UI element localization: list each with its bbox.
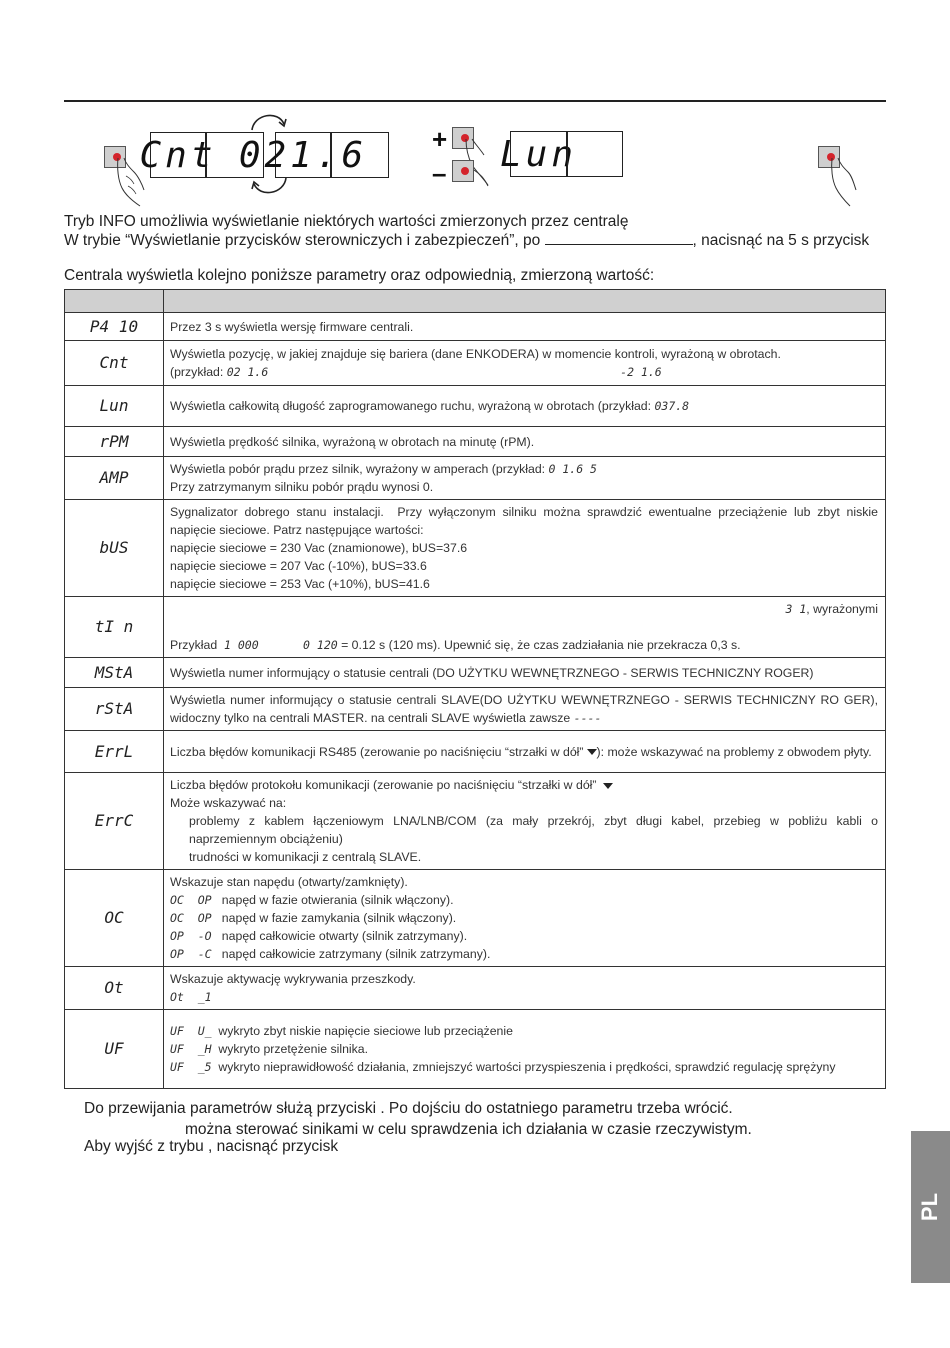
parameter-description	[164, 870, 886, 967]
lcd-digit-box	[331, 132, 389, 178]
description-text: Wyświetla prędkość silnika, wyrażoną w obrotach na minutę (rPM).	[170, 434, 535, 449]
description-line	[170, 575, 878, 593]
description-text: trudności w komunikacji z centralą SLAVE.	[189, 850, 422, 864]
parameter-code: rPM	[65, 427, 164, 457]
description-text: Przykład	[170, 638, 224, 652]
description-line	[170, 743, 878, 761]
description-text: napięcie sieciowe = 230 Vac (znamionowe), bUS=37.6	[170, 541, 468, 555]
table-row	[65, 1010, 886, 1089]
description-line	[170, 812, 882, 848]
parameter-description	[164, 341, 886, 386]
parameter-code: P4 10	[65, 313, 164, 341]
display-value: 0 120	[303, 638, 338, 652]
description-text: Wyświetla pobór prądu przez silnik, wyrażony w amperach (przykład:	[170, 462, 549, 476]
description-text: ): może wskazywać na problemy z obwodem płyty.	[596, 744, 872, 759]
intro-line-2: W trybie “Wyświetlanie przycisków sterowniczych i zabezpieczeń”, po , nacisnąć na 5 s przycisk	[64, 232, 870, 249]
description-text: napięcie sieciowe = 207 Vac (-10%), bUS=33.6	[170, 559, 427, 573]
plus-sign: +	[432, 124, 448, 154]
display-value: UF _5	[170, 1060, 212, 1074]
table-row	[65, 773, 886, 870]
table-row	[65, 500, 886, 597]
description-line	[170, 909, 878, 927]
description-text: Wyświetla pozycję, w jakiej znajduje się bariera (dane ENKODERA) w momencie kontroli, wyrażoną w obrotach.	[170, 347, 781, 361]
table-row	[65, 688, 886, 731]
display-value: Ot _1	[170, 990, 212, 1004]
display-value: 1 000	[224, 638, 259, 652]
minus-sign: –	[432, 158, 447, 188]
description-text: Liczba błędów komunikacji RS485 (zerowanie po naciśnięciu “strzałki w dół”	[170, 744, 584, 759]
display-value: OP -C	[170, 947, 212, 961]
table-row	[65, 658, 886, 688]
footer-line-1: Do przewijania parametrów służą przyciski . Po dojściu do ostatniego parametru trzeba wrócić.	[84, 1100, 733, 1117]
table-header-cell	[164, 290, 886, 313]
display-value: OC OP	[170, 893, 212, 907]
rotate-arrow-icon	[248, 108, 288, 132]
description-line	[170, 945, 878, 963]
lcd-digit-box	[567, 131, 623, 177]
parameters-table	[64, 289, 886, 1089]
parameter-code: rStA	[65, 688, 164, 731]
lcd-digit-box: Cnt	[150, 132, 206, 178]
display-value: UF _H	[170, 1042, 212, 1056]
arrow-down-icon	[603, 783, 613, 789]
rotate-arrow-icon	[250, 176, 290, 200]
description-line	[170, 397, 878, 415]
description-line	[170, 600, 878, 618]
description-text: napęd całkowicie otwarty (silnik zatrzymany).	[211, 929, 468, 943]
description-line	[170, 636, 878, 654]
parameter-description	[164, 658, 886, 688]
footer-line-3: Aby wyjść z trybu , nacisnąć przycisk	[84, 1138, 339, 1155]
description-text: Wyświetla całkowitą długość zaprogramowanego ruchu, wyrażoną w obrotach (przykład:	[170, 399, 655, 413]
table-row	[65, 313, 886, 341]
display-value: 3 1	[785, 602, 807, 616]
footer-line-2: można sterować sinikami w celu sprawdzenia ich działania w czasie rzeczywistym.	[185, 1121, 752, 1138]
parameter-description	[164, 500, 886, 597]
display-value: -2 1.6	[620, 365, 662, 379]
description-line	[170, 927, 878, 945]
display-value: 037.8	[654, 399, 690, 413]
table-header-row	[65, 290, 886, 313]
parameter-code: bUS	[65, 500, 164, 597]
description-line	[170, 1022, 878, 1040]
description-text: , wyrażonymi	[806, 602, 878, 616]
description-line	[170, 618, 878, 636]
description-line	[170, 988, 878, 1006]
description-line	[170, 478, 878, 496]
parameter-description	[164, 773, 886, 870]
parameter-code: tI n	[65, 597, 164, 658]
description-line	[170, 539, 878, 557]
description-text: napęd w fazie otwierania (silnik włączony).	[211, 893, 454, 907]
description-line	[170, 503, 882, 539]
display-value: ----	[573, 711, 602, 725]
display-value: OP -O	[170, 929, 212, 943]
description-line	[170, 363, 878, 381]
description-text	[170, 620, 173, 634]
description-text: Przez 3 s wyświetla wersję firmware centrali.	[170, 319, 414, 334]
description-text	[268, 365, 620, 379]
description-text: Wskazuje stan napędu (otwarty/zamknięty).	[170, 875, 408, 889]
description-line	[170, 970, 878, 988]
description-text: Może wskazywać na:	[170, 796, 287, 810]
parameter-description	[164, 597, 886, 658]
language-tab: PL	[911, 1131, 950, 1283]
description-text: problemy z kablem łączeniowym LNA/LNB/COM (za mały przekrój, zbyt długi kabel, przebieg w pobliżu kabli o naprzemiennym obciążeniu)	[189, 814, 882, 846]
parameter-description	[164, 457, 886, 500]
blank-field	[545, 232, 693, 245]
parameter-code: Lun	[65, 386, 164, 427]
table-row	[65, 386, 886, 427]
parameter-description	[164, 386, 886, 427]
press-button-icon	[818, 146, 864, 208]
parameter-description	[164, 1010, 886, 1089]
table-row	[65, 870, 886, 967]
table-row	[65, 967, 886, 1010]
description-text	[259, 638, 303, 652]
parameter-code: ErrL	[65, 731, 164, 773]
lcd-digit-box: 021.6	[275, 132, 331, 178]
intro-line-3: Centrala wyświetla kolejno poniższe parametry oraz odpowiednią, zmierzoną wartość:	[64, 267, 655, 284]
description-text: wykryto przetężenie silnika.	[211, 1042, 369, 1056]
parameter-description	[164, 967, 886, 1010]
description-text: Liczba błędów protokołu komunikacji (zerowanie po naciśnięciu “strzałki w dół”	[170, 778, 600, 792]
parameter-code: UF	[65, 1010, 164, 1089]
description-line	[170, 1058, 878, 1076]
parameter-description	[164, 427, 886, 457]
description-text: Przy zatrzymanym silniku pobór prądu wynosi 0.	[170, 480, 434, 494]
table-row	[65, 597, 886, 658]
parameter-code: AMP	[65, 457, 164, 500]
description-line	[170, 460, 878, 478]
display-value: 0 1.6 5	[548, 462, 597, 476]
display-value: 02 1.6	[226, 365, 269, 379]
table-row	[65, 427, 886, 457]
description-text: wykryto nieprawidłowość działania, zmniejszyć wartości przyspieszenia i prędkości, sprawdzić regulację sprężyny	[211, 1060, 836, 1074]
description-text: wykryto zbyt niskie napięcie sieciowe lub przeciążenie	[211, 1024, 513, 1038]
parameter-code: ErrC	[65, 773, 164, 870]
description-line	[170, 345, 878, 363]
table-row	[65, 341, 886, 386]
display-value: UF U_	[170, 1024, 212, 1038]
description-line	[170, 557, 878, 575]
description-line	[170, 873, 878, 891]
description-text: (przykład:	[170, 365, 227, 379]
description-line	[170, 664, 878, 682]
parameter-description	[164, 731, 886, 773]
lcd-digit-box: Lun	[510, 131, 567, 177]
parameter-description	[164, 313, 886, 341]
description-line	[170, 1040, 878, 1058]
table-row	[65, 457, 886, 500]
description-text: napęd całkowicie zatrzymany (silnik zatrzymany).	[211, 947, 491, 961]
parameter-code: Ot	[65, 967, 164, 1010]
intro-line-1: Tryb INFO umożliwia wyświetlanie niektórych wartości zmierzonych przez centralę	[64, 213, 629, 230]
description-line	[170, 776, 878, 794]
arrow-down-icon	[587, 749, 597, 755]
table-row	[65, 731, 886, 773]
description-line	[170, 848, 878, 866]
display-value: OC OP	[170, 911, 212, 925]
parameter-code: Cnt	[65, 341, 164, 386]
description-line	[170, 691, 882, 727]
table-header-cell	[65, 290, 164, 313]
description-text: = 0.12 s (120 ms). Upewnić się, że czas zadziałania nie przekracza 0,3 s.	[337, 638, 741, 652]
description-text: Sygnalizator dobrego stanu instalacji. Przy wyłączonym silniku można sprawdzić ewentualne przeciążenie lub zbyt niskie napięcie sieciowe. Patrz następujące wartości:	[170, 505, 882, 537]
description-line	[170, 891, 878, 909]
description-line	[170, 433, 878, 451]
description-line	[170, 318, 878, 336]
description-text: napięcie sieciowe = 253 Vac (+10%), bUS=41.6	[170, 577, 430, 591]
parameter-code: MStA	[65, 658, 164, 688]
description-text: Wyświetla numer informujący o statusie centrali SLAVE(DO UŻYTKU WEWNĘTRZNEGO - SERWIS TECHNICZNY RO GER), widoczny tylko na centrali MASTER. na centrali SLAVE wyświetla zawsze	[170, 693, 882, 725]
parameter-code: OC	[65, 870, 164, 967]
parameter-description	[164, 688, 886, 731]
description-line	[170, 794, 878, 812]
description-text: Wskazuje aktywację wykrywania przeszkody.	[170, 972, 416, 986]
description-text: Wyświetla numer informujący o statusie centrali (DO UŻYTKU WEWNĘTRZNEGO - SERWIS TECHNICZNY ROGER)	[170, 665, 814, 680]
top-rule	[64, 100, 886, 102]
description-text: napęd w fazie zamykania (silnik włączony).	[211, 911, 457, 925]
